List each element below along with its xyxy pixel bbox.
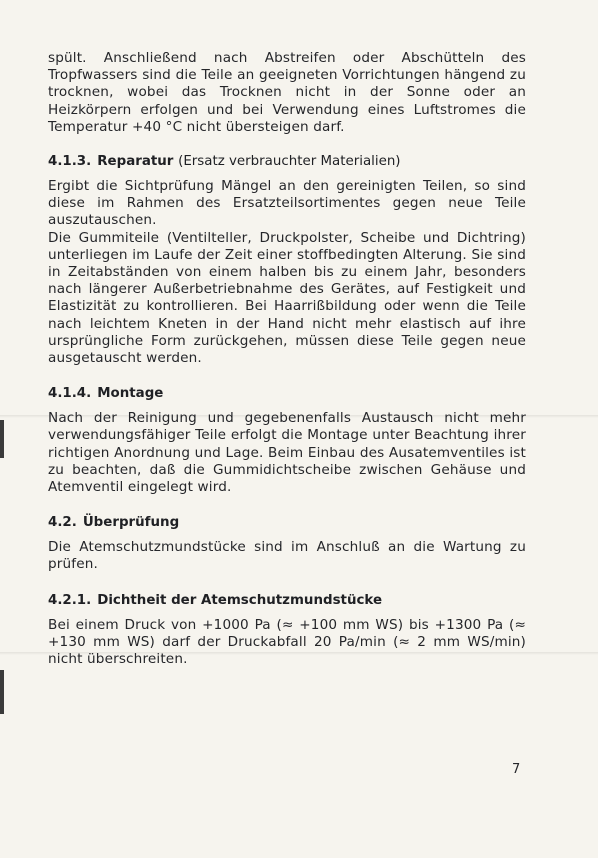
section-heading-4-1-4: [48, 385, 526, 402]
binding-edge: [0, 420, 4, 458]
text-column: [48, 50, 526, 668]
section-title: Überprüfung: [82, 515, 180, 531]
section-number: 4.2.: [48, 515, 77, 531]
binding-edge: [0, 670, 4, 714]
section-number: 4.2.1.: [48, 592, 92, 608]
section-paragraph: Bei einem Druck von +1000 Pa (≈ +100 mm WS) bis +1300 Pa (≈ +130 mm WS) darf der Druckabfall 20 Pa/min (≈ 2 mm WS/min) nicht überschreiten.: [48, 616, 526, 668]
section-number: 4.1.4.: [48, 386, 92, 402]
section-heading-4-2: [48, 514, 526, 531]
section-paragraph: Nach der Reinigung und gegebenenfalls Austausch nicht mehr verwendungsfähiger Teile erfolgt die Montage unter Beachtung ihrer richtigen Anordnung und Lage. Beim Einbau des Ausatemventiles ist zu beachten, daß die Gummidichtscheibe zwischen Gehäuse und Atemventil eingelegt wird.: [48, 410, 526, 496]
section-title: Montage: [97, 386, 164, 402]
section-title: Dichtheit der Atemschutzmundstücke: [97, 592, 383, 608]
section-paragraph: Die Gummiteile (Ventilteller, Druckpolster, Scheibe und Dichtring) unterliegen im Laufe der Zeit einer stoffbedingten Alterung. Sie sind in Zeitabständen von einem halben bis zu einem Jahr, besonders nach längerer Außerbetriebnahme des Gerätes, auf Festigkeit und Elastizität zu kontrollieren. Bei Haarrißbildung oder wenn die Teile nach leichtem Kneten in der Hand nicht mehr elastisch auf ihre ursprüngliche Form zurückgehen, müssen diese Teile gegen neue ausgetauscht werden.: [48, 229, 526, 367]
section-heading-4-2-1: [48, 592, 526, 609]
section-subtitle: (Ersatz verbrauchter Materialien): [178, 154, 401, 170]
page-number: 7: [512, 762, 521, 777]
section-number: 4.1.3.: [48, 154, 92, 170]
section-title: Reparatur: [97, 154, 174, 170]
section-paragraph: Ergibt die Sichtprüfung Mängel an den gereinigten Teilen, so sind diese im Rahmen des Ersatzteilsortimentes gegen neue Teile auszutauschen.: [48, 178, 526, 229]
section-paragraph: Die Atemschutzmundstücke sind im Anschluß an die Wartung zu prüfen.: [48, 539, 526, 573]
intro-paragraph: spült. Anschließend nach Abstreifen oder Abschütteln des Tropfwassers sind die Teile an geeigneten Vorrichtungen hängend zu trocknen, wobei das Trocknen nicht in der Sonne oder an Heizkörpern erfolgen und bei Verwendung eines Luftstromes die Temperatur +40 °C nicht übersteigen darf.: [48, 50, 526, 135]
section-heading-4-1-3: [48, 153, 526, 170]
